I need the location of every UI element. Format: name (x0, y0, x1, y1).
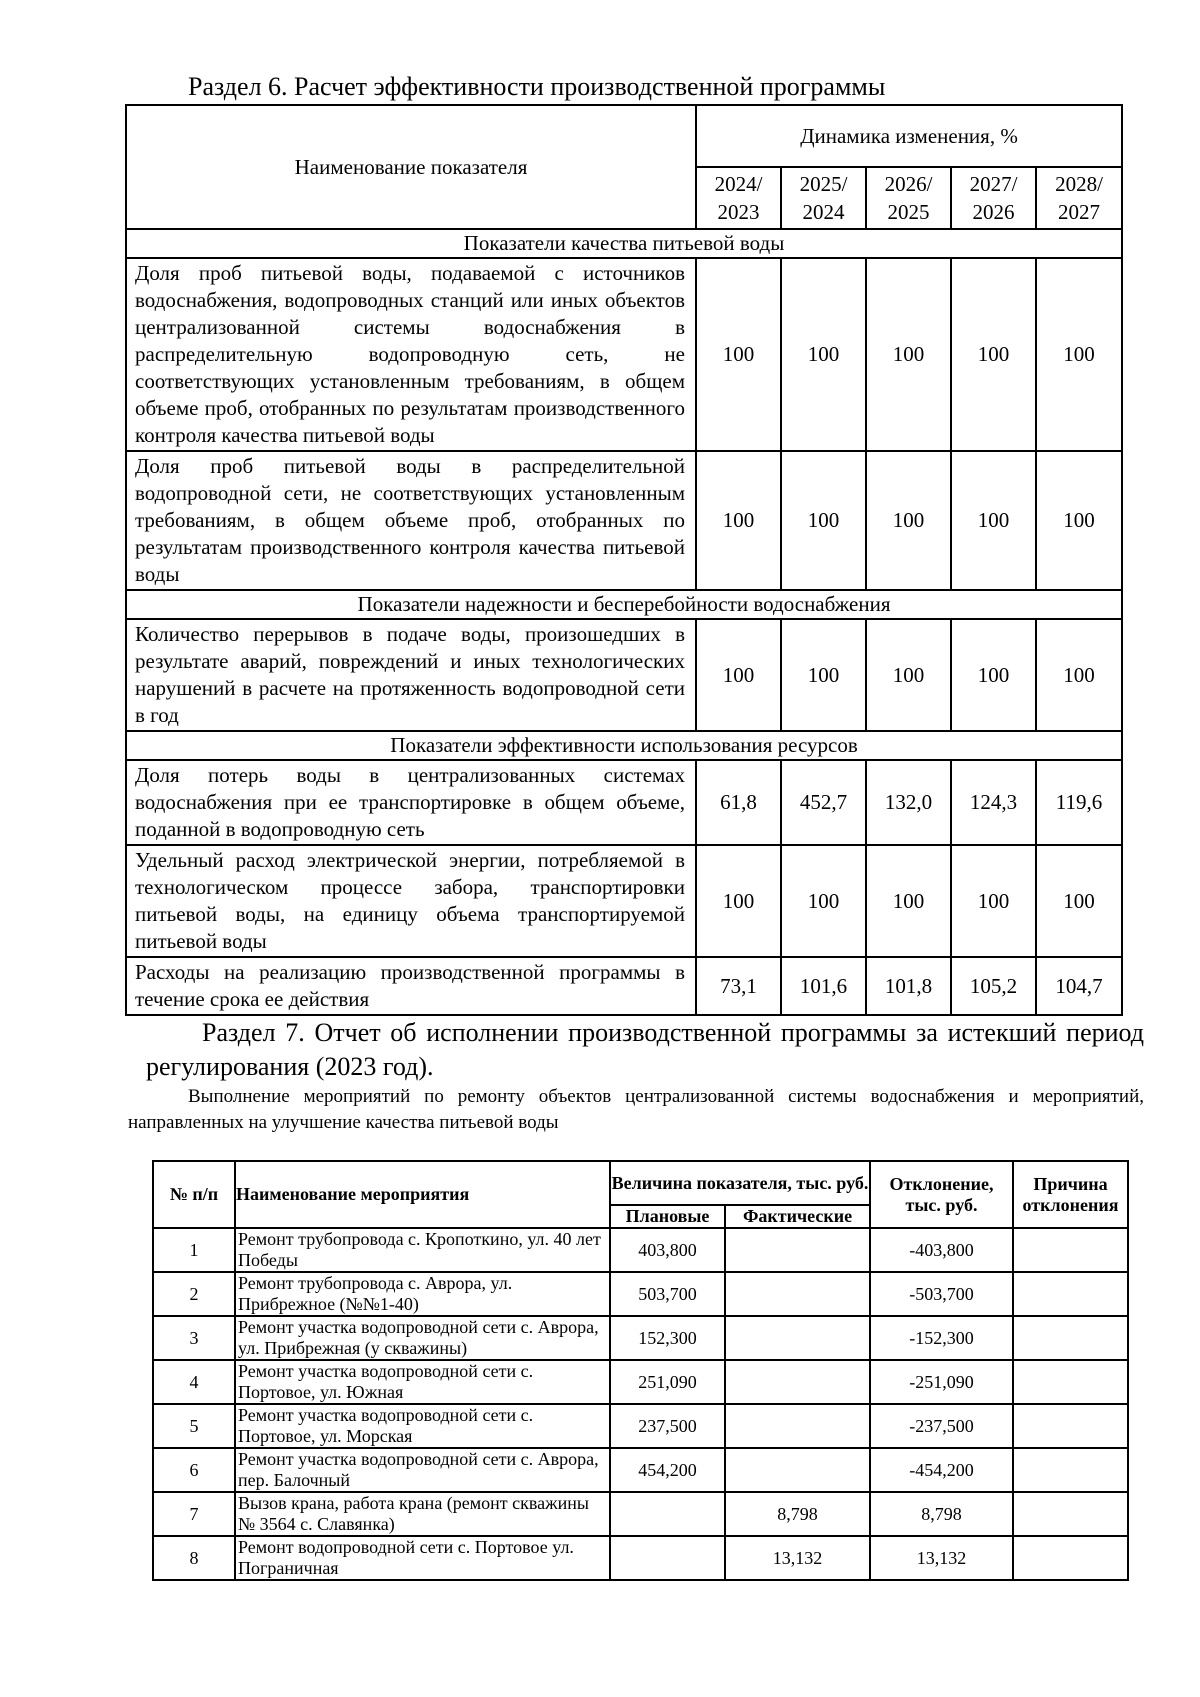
activity-name: Ремонт участка водопроводной сети с. Портовое, ул. Морская (235, 1404, 610, 1448)
planned-value: 503,700 (610, 1272, 725, 1316)
year-header: 2028/ 2027 (1036, 167, 1122, 229)
header-planned: Плановые (610, 1205, 725, 1228)
activity-name: Ремонт участка водопроводной сети с. Аврора, пер. Балочный (235, 1448, 610, 1492)
indicator-value: 100 (951, 619, 1036, 731)
actual-value (725, 1272, 870, 1316)
table-row (153, 1536, 1128, 1580)
group-header: Показатели надежности и бесперебойности водоснабжения (126, 590, 1122, 619)
header-activity-name: Наименование мероприятия (235, 1161, 610, 1228)
indicator-value: 100 (1036, 258, 1122, 451)
section7-title: Раздел 7. Отчет об исполнении производственной программы за истекший период регулирования (2023 год). (146, 1018, 1144, 1081)
activity-name: Ремонт участка водопроводной сети с. Портовое, ул. Южная (235, 1360, 610, 1404)
activity-name: Вызов крана, работа крана (ремонт скважины № 3564 с. Славянка) (235, 1492, 610, 1536)
deviation-value: -152,300 (870, 1316, 1013, 1360)
header-reason: Причина отклонения (1013, 1161, 1128, 1228)
deviation-value: 8,798 (870, 1492, 1013, 1536)
actual-value (725, 1448, 870, 1492)
deviation-reason (1013, 1492, 1128, 1536)
indicator-value: 100 (866, 845, 951, 957)
indicator-value: 100 (951, 451, 1036, 590)
indicator-value: 100 (1036, 845, 1122, 957)
header-actual: Фактические (725, 1205, 870, 1228)
efficiency-table (125, 104, 1123, 1016)
indicator-value: 452,7 (781, 760, 866, 845)
section7-intro: Выполнение мероприятий по ремонту объектов централизованной системы водоснабжения и мероприятий, направленных на улучшение качества питьевой воды (128, 1086, 1144, 1133)
deviation-reason (1013, 1228, 1128, 1272)
indicator-value: 61,8 (696, 760, 781, 845)
row-number: 2 (153, 1272, 235, 1316)
execution-report-table (152, 1160, 1129, 1581)
actual-value (725, 1404, 870, 1448)
section6-title: Раздел 6. Расчет эффективности производственной программы (188, 72, 886, 101)
activity-name: Ремонт участка водопроводной сети с. Аврора, ул. Прибрежная (у скважины) (235, 1316, 610, 1360)
planned-value: 403,800 (610, 1228, 725, 1272)
deviation-value: -251,090 (870, 1360, 1013, 1404)
indicator-value: 73,1 (696, 957, 781, 1015)
group-header: Показатели эффективности использования ресурсов (126, 731, 1122, 760)
indicator-value: 101,6 (781, 957, 866, 1015)
planned-value (610, 1492, 725, 1536)
actual-value (725, 1360, 870, 1404)
planned-value (610, 1536, 725, 1580)
deviation-reason (1013, 1316, 1128, 1360)
indicator-name: Доля проб питьевой воды в распределительной водопроводной сети, не соответствующих установленным требованиям, в общем объеме проб, отобранных по результатам производственного контроля качества питьевой воды (126, 451, 696, 590)
indicator-value: 100 (951, 845, 1036, 957)
indicator-value: 100 (781, 258, 866, 451)
indicator-value: 105,2 (951, 957, 1036, 1015)
activity-name: Ремонт водопроводной сети с. Портовое ул. Пограничная (235, 1536, 610, 1580)
table-row (153, 1228, 1128, 1272)
planned-value: 237,500 (610, 1404, 725, 1448)
deviation-reason (1013, 1404, 1128, 1448)
activity-name: Ремонт трубопровода с. Аврора, ул. Прибрежное (№№1-40) (235, 1272, 610, 1316)
table-row (153, 1448, 1128, 1492)
indicator-value: 132,0 (866, 760, 951, 845)
indicator-name: Расходы на реализацию производственной программы в течение срока ее действия (126, 957, 696, 1015)
header-value: Величина показателя, тыс. руб. (610, 1161, 870, 1205)
indicator-value: 100 (781, 845, 866, 957)
table-row (153, 1404, 1128, 1448)
indicator-value: 100 (781, 451, 866, 590)
table-row (126, 845, 1122, 957)
table-row (126, 451, 1122, 590)
table-row (153, 1492, 1128, 1536)
row-number: 6 (153, 1448, 235, 1492)
table-row (153, 1360, 1128, 1404)
planned-value: 454,200 (610, 1448, 725, 1492)
table-row (126, 760, 1122, 845)
indicator-name: Доля проб питьевой воды, подаваемой с источников водоснабжения, водопроводных станций или иных объектов централизованной системы водоснабжения в распределительную водопроводную сеть, не соответствующих установленным требованиям, в общем объеме проб, отобранных по результатам производственного контроля качества питьевой воды (126, 258, 696, 451)
planned-value: 251,090 (610, 1360, 725, 1404)
actual-value: 13,132 (725, 1536, 870, 1580)
table-row (153, 1272, 1128, 1316)
header-indicator-name: Наименование показателя (126, 105, 696, 229)
indicator-value: 101,8 (866, 957, 951, 1015)
year-header: 2026/ 2025 (866, 167, 951, 229)
deviation-reason (1013, 1272, 1128, 1316)
indicator-value: 100 (951, 258, 1036, 451)
row-number: 8 (153, 1536, 235, 1580)
actual-value (725, 1316, 870, 1360)
deviation-value: -454,200 (870, 1448, 1013, 1492)
deviation-reason (1013, 1360, 1128, 1404)
indicator-value: 124,3 (951, 760, 1036, 845)
table-row (126, 258, 1122, 451)
indicator-value: 100 (866, 619, 951, 731)
indicator-value: 100 (696, 619, 781, 731)
actual-value: 8,798 (725, 1492, 870, 1536)
indicator-name: Доля потерь воды в централизованных системах водоснабжения при ее транспортировке в общем объеме, поданной в водопроводную сеть (126, 760, 696, 845)
row-number: 3 (153, 1316, 235, 1360)
year-header: 2024/ 2023 (696, 167, 781, 229)
deviation-value: -237,500 (870, 1404, 1013, 1448)
indicator-value: 100 (1036, 451, 1122, 590)
deviation-reason (1013, 1448, 1128, 1492)
table-row (126, 957, 1122, 1015)
group-header: Показатели качества питьевой воды (126, 229, 1122, 258)
deviation-value: 13,132 (870, 1536, 1013, 1580)
year-header: 2027/ 2026 (951, 167, 1036, 229)
indicator-value: 100 (1036, 619, 1122, 731)
row-number: 5 (153, 1404, 235, 1448)
header-number: № п/п (153, 1161, 235, 1228)
indicator-value: 100 (696, 258, 781, 451)
indicator-name: Количество перерывов в подаче воды, произошедших в результате аварий, повреждений и иных технологических нарушений в расчете на протяженность водопроводной сети в год (126, 619, 696, 731)
indicator-value: 104,7 (1036, 957, 1122, 1015)
table-row (153, 1316, 1128, 1360)
indicator-value: 100 (696, 845, 781, 957)
indicator-value: 100 (696, 451, 781, 590)
indicator-name: Удельный расход электрической энергии, потребляемой в технологическом процессе забора, транспортировки питьевой воды, на единицу объема транспортируемой питьевой воды (126, 845, 696, 957)
deviation-value: -403,800 (870, 1228, 1013, 1272)
row-number: 4 (153, 1360, 235, 1404)
table-row (126, 619, 1122, 731)
row-number: 7 (153, 1492, 235, 1536)
header-deviation: Отклонение, тыс. руб. (870, 1161, 1013, 1228)
activity-name: Ремонт трубопровода с. Кропоткино, ул. 40 лет Победы (235, 1228, 610, 1272)
planned-value: 152,300 (610, 1316, 725, 1360)
indicator-value: 100 (866, 258, 951, 451)
indicator-value: 100 (781, 619, 866, 731)
header-dynamics: Динамика изменения, % (696, 105, 1122, 167)
year-header: 2025/ 2024 (781, 167, 866, 229)
indicator-value: 119,6 (1036, 760, 1122, 845)
actual-value (725, 1228, 870, 1272)
indicator-value: 100 (866, 451, 951, 590)
deviation-value: -503,700 (870, 1272, 1013, 1316)
row-number: 1 (153, 1228, 235, 1272)
deviation-reason (1013, 1536, 1128, 1580)
